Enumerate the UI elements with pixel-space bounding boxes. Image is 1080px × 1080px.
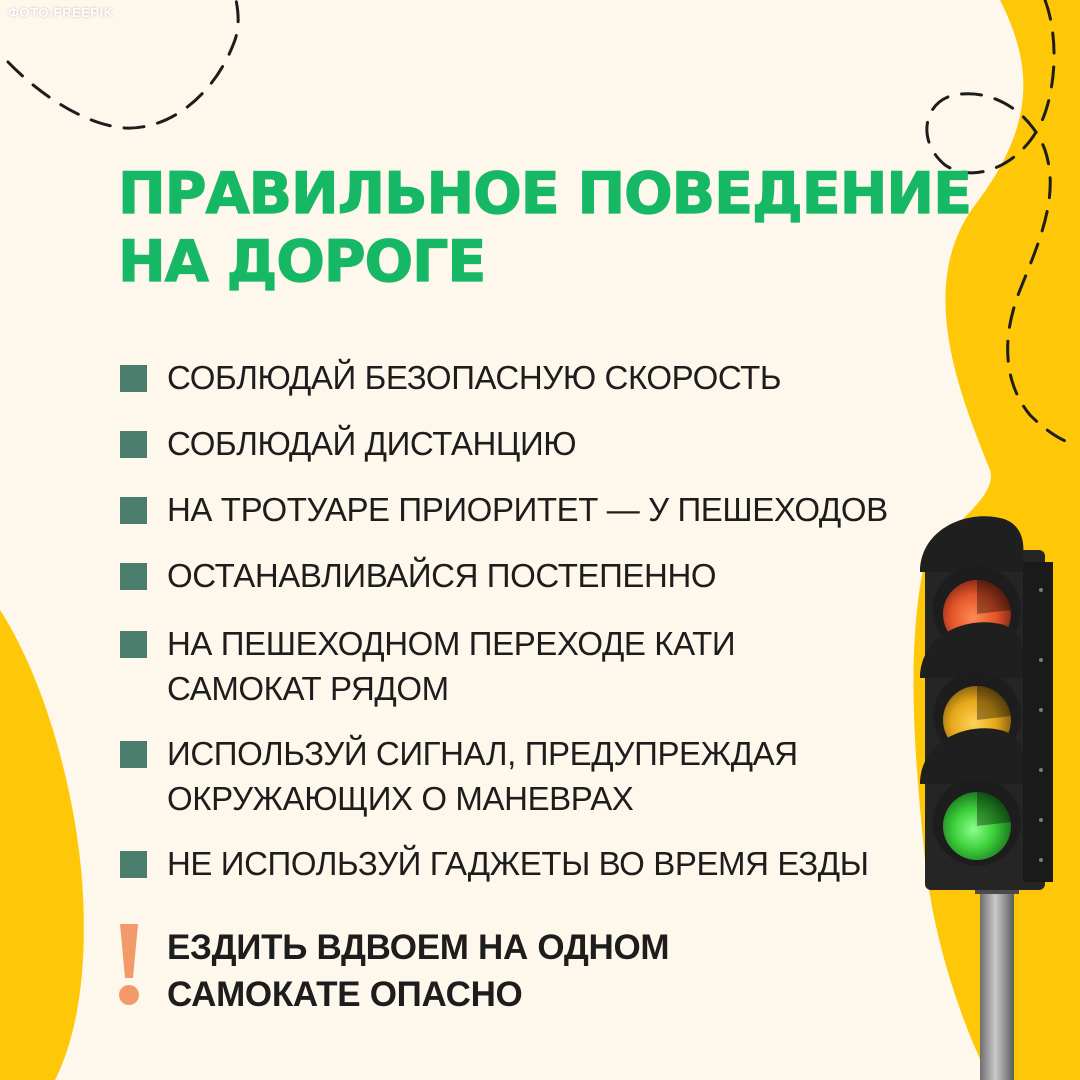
rule-text: НА ПЕШЕХОДНОМ ПЕРЕХОДЕ КАТИ (167, 625, 736, 662)
rule-text: НЕ ИСПОЛЬЗУЙ ГАДЖЕТЫ ВО ВРЕМЯ ЕЗДЫ (167, 845, 869, 882)
visor-red (920, 516, 1023, 572)
list-item (120, 355, 940, 400)
list-item (120, 487, 940, 532)
square-bullet-icon (120, 741, 147, 768)
list-item (120, 841, 940, 886)
square-bullet-icon (120, 563, 147, 590)
photo-credit: ФОТО:FREEPIK (8, 5, 114, 20)
rule-text: ИСПОЛЬЗУЙ СИГНАЛ, ПРЕДУПРЕЖДАЯ (167, 735, 798, 772)
rule-text: ОКРУЖАЮЩИХ О МАНЕВРАХ (167, 780, 634, 817)
yellow-blob-left (0, 610, 84, 1080)
rules-list (120, 355, 940, 886)
square-bullet-icon (120, 431, 147, 458)
traffic-light-icon (905, 510, 1080, 1080)
warning-line: САМОКАТЕ ОПАСНО (167, 975, 523, 1014)
warning-text (167, 924, 669, 1018)
title-line: НА ДОРОГЕ (118, 229, 486, 295)
list-item (120, 621, 940, 711)
pole (980, 885, 1014, 1080)
square-bullet-icon (120, 631, 147, 658)
square-bullet-icon (120, 851, 147, 878)
back-plate (1023, 562, 1053, 882)
square-bullet-icon (120, 365, 147, 392)
rule-text: ОСТАНАВЛИВАЙСЯ ПОСТЕПЕННО (167, 557, 717, 594)
square-bullet-icon (120, 497, 147, 524)
rule-text: СОБЛЮДАЙ ДИСТАНЦИЮ (167, 425, 577, 462)
warning-line: ЕЗДИТЬ ВДВОЕМ НА ОДНОМ (167, 928, 670, 967)
exclamation-icon (116, 920, 142, 1006)
list-item (120, 731, 940, 821)
title-line: ПРАВИЛЬНОЕ ПОВЕДЕНИЕ (118, 161, 972, 227)
list-item (120, 553, 940, 598)
rule-text: САМОКАТ РЯДОМ (167, 670, 449, 707)
rule-text: НА ТРОТУАРЕ ПРИОРИТЕТ — У ПЕШЕХОДОВ (167, 491, 888, 528)
list-item (120, 421, 940, 466)
rule-text: СОБЛЮДАЙ БЕЗОПАСНУЮ СКОРОСТЬ (167, 359, 782, 396)
page-title (118, 160, 971, 296)
